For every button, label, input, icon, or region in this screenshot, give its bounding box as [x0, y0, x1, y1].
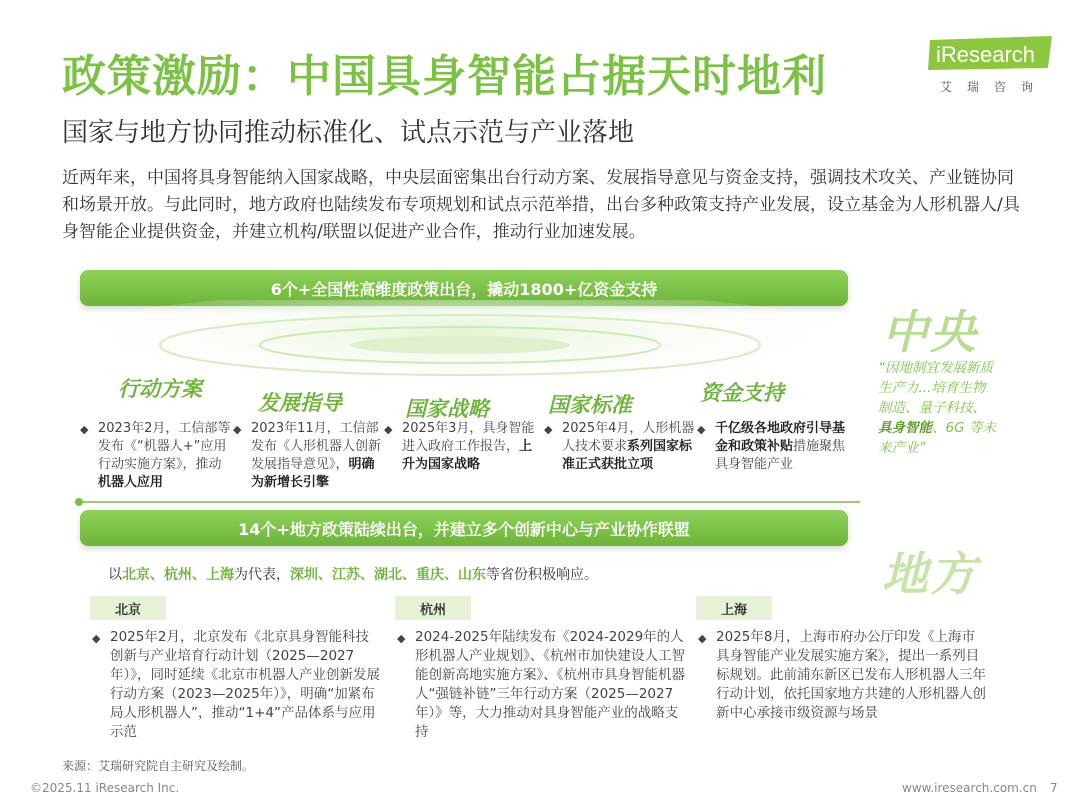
- city-tag-beijing: 北京: [90, 596, 166, 620]
- policy-item: ◆ 2023年11月，工信部发布《人形机器人创新发展指导意见》，明确为新增长引擎: [233, 421, 382, 490]
- logo-mark: [928, 36, 1052, 72]
- page-number: 7: [1050, 781, 1058, 795]
- diamond-bullet-icon: ◆: [233, 423, 242, 436]
- local-intro: 以北京、杭州、上海为代表，深圳、江苏、湖北、重庆、山东等省份积极响应。: [108, 567, 598, 583]
- diamond-bullet-icon: ◆: [697, 423, 706, 436]
- quote-post: 、6G 等未来产业”: [878, 420, 996, 456]
- diamond-bullet-icon: ◆: [544, 423, 553, 436]
- diamond-bullet-icon: ◆: [80, 423, 89, 436]
- diamond-bullet-icon: ◆: [698, 632, 707, 645]
- diamond-bullet-icon: ◆: [397, 632, 406, 645]
- city-tag-hangzhou: 杭州: [395, 596, 471, 620]
- quote-pre: “因地制宜发展新质生产力...培育生物制造、量子科技、: [878, 360, 993, 416]
- logo-subtitle: 艾瑞咨询: [940, 80, 1049, 94]
- central-quote: [878, 358, 998, 458]
- category-national-strategy: 国家战略: [405, 397, 489, 421]
- local-label: 地方: [882, 547, 978, 601]
- city-text-shanghai: ◆ 2025年8月，上海市府办公厅印发《上海市具身智能产业发展实施方案》，提出一系列目标规划。此前浦东新区已发布人形机器人三年行动计划，依托国家地方共建的人形机器人创新中心承接市级资源与场景: [698, 629, 986, 721]
- city-text-beijing: ◆ 2025年2月，北京发布《北京具身智能科技创新与产业培育行动计划（2025—2027年）》，同时延续《北京市机器人产业创新发展行动方案（2023—2025年）》，明确“加紧布局人形机器人”，推动“1+4”产品体系与应用示范: [92, 629, 380, 740]
- category-national-standard: 国家标准: [548, 393, 632, 417]
- intro-paragraph: 近两年来，中国将具身智能纳入国家战略，中央层面密集出台行动方案、发展指导意见与资金支持，强调技术攻关、产业链协同和场景开放。与此同时，地方政府也陆续发布专项规划和试点示范举措，出台多种政策支持产业发展，设立基金为人形机器人/具身智能企业提供资金，并建立机构/联盟以促进产业合作，推动行业加速发展。: [62, 168, 1020, 242]
- quote-highlight: 具身智能: [878, 420, 932, 436]
- category-action-plan: 行动方案: [118, 377, 202, 401]
- iresearch-logo: [928, 36, 1052, 96]
- logo-text: iResearch: [936, 42, 1036, 67]
- policy-item: ◆ 千亿级各地政府引导基金和政策补贴措施聚焦具身智能产业: [697, 421, 846, 472]
- diamond-bullet-icon: ◆: [92, 632, 101, 645]
- timeline-line: [75, 497, 860, 507]
- category-funding-support: 资金支持: [700, 381, 784, 405]
- central-banner: 6个+全国性高维度政策出台，撬动1800+亿资金支持: [80, 270, 848, 306]
- website-link[interactable]: www.iresearch.com.cn: [902, 781, 1037, 795]
- source-note: 来源：艾瑞研究院自主研究及绘制。: [62, 759, 255, 773]
- diamond-bullet-icon: ◆: [384, 423, 393, 436]
- city-tag-shanghai: 上海: [696, 596, 772, 620]
- local-banner: 14个+地方政策陆续出台，并建立多个创新中心与产业协作联盟: [80, 510, 848, 546]
- page-title: 政策激励：中国具身智能占据天时地利: [62, 51, 827, 102]
- city-text-hangzhou: ◆ 2024-2025年陆续发布《2024-2029年的人形机器人产业规划》、《杭州市加快建设人工智能创新高地实施方案》、《杭州市具身智能机器人“强链补链”三年行动方案（2025—2027年）》等，大力推动对具身智能产业的战略支持: [397, 629, 685, 740]
- policy-item: ◆ 2025年4月，人形机器人技术要求系列国家标准正式获批立项: [544, 421, 695, 472]
- policy-item: ◆ 2023年2月，工信部等发布《“机器人+”应用行动实施方案》，推动机器人应用: [80, 421, 231, 490]
- copyright: ©2025.11 iResearch Inc.: [30, 781, 180, 795]
- central-label: 中央: [882, 305, 978, 359]
- category-development-guide: 发展指导: [258, 391, 342, 415]
- page-subtitle: 国家与地方协同推动标准化、试点示范与产业落地: [62, 118, 635, 148]
- policy-item: ◆ 2025年3月，具身智能进入政府工作报告，上升为国家战略: [384, 421, 535, 472]
